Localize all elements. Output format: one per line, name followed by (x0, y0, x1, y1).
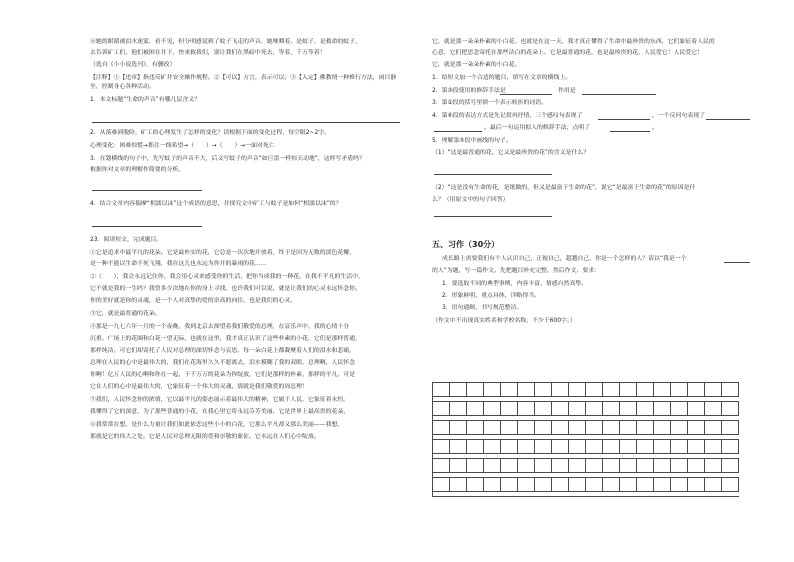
writing-cell[interactable] (620, 383, 637, 397)
writing-cell[interactable] (637, 478, 654, 492)
writing-cell[interactable] (603, 440, 620, 454)
writing-cell[interactable] (620, 421, 637, 435)
writing-cell[interactable] (484, 478, 501, 492)
writing-cell[interactable] (654, 478, 671, 492)
writing-cell[interactable] (603, 459, 620, 473)
writing-cell[interactable] (586, 383, 603, 397)
writing-cell[interactable] (552, 402, 569, 416)
question-4-cont: 。最后一句运用拟人的修辞手法，点明了 (484, 125, 591, 131)
writing-cell[interactable] (433, 478, 450, 492)
passage-line: ①它是追求中最平凡的花朵。它是最朴实的花，它总是一次次地开放着，终于是因为无数的淡色花瓣， (90, 250, 356, 256)
writing-cell[interactable] (535, 440, 552, 454)
writing-cell[interactable] (501, 478, 518, 492)
writing-cell[interactable] (535, 402, 552, 416)
writing-cell[interactable] (518, 459, 535, 473)
question-2: 2．第③段使用的修辞手法是 (432, 88, 506, 94)
writing-cell[interactable] (722, 421, 739, 435)
writing-row-gap (654, 492, 671, 497)
writing-cell[interactable] (450, 421, 467, 435)
section-heading: 五、习作（30分） (432, 240, 500, 249)
writing-cell[interactable] (484, 459, 501, 473)
essay-requirement: 1．要选取不同的典型事例，内容丰富，情感自然真挚。 (442, 281, 588, 287)
writing-cell[interactable] (484, 421, 501, 435)
answer-line[interactable] (434, 216, 552, 217)
writing-cell[interactable] (586, 421, 603, 435)
question-4: 4．第⑥段的表达方式是先记叙再抒情，三个感叹句表现了 (432, 113, 583, 119)
writing-cell[interactable] (671, 421, 688, 435)
writing-cell[interactable] (450, 459, 467, 473)
question-3: 3．第②段的括号里填一个表示转折的词语。 (432, 100, 548, 106)
writing-cell[interactable] (552, 421, 569, 435)
passage-line: 它在人们的心中是最伟大的，它象征着一个伟大的灵魂，那就是我们敬爱的周总理！ (90, 384, 308, 390)
writing-cell[interactable] (705, 383, 722, 397)
question-2-cont: 作用是 (558, 88, 576, 94)
writing-cell[interactable] (654, 459, 671, 473)
writing-cell[interactable] (467, 402, 484, 416)
question-1: 1．本文标题“生命的声音”有哪几层含义？ (90, 97, 200, 103)
writing-cell[interactable] (518, 421, 535, 435)
writing-cell[interactable] (654, 383, 671, 397)
writing-cell[interactable] (603, 478, 620, 492)
writing-cell[interactable] (603, 383, 620, 397)
writing-cell[interactable] (620, 440, 637, 454)
answer-blank[interactable] (500, 94, 552, 95)
writing-cell[interactable] (688, 421, 705, 435)
writing-cell[interactable] (501, 402, 518, 416)
writing-cell[interactable] (603, 402, 620, 416)
writing-cell[interactable] (637, 421, 654, 435)
writing-cell[interactable] (586, 478, 603, 492)
annotation-note: 【注释】①【违章】指违反矿井安全操作规程。②【可以】方言，表示可以；③【入定】佛教谓一种修行方法，闭目静坐，控制身心各种活动。 (90, 75, 397, 90)
writing-row-gap (705, 492, 722, 497)
essay-requirement: 3．语句通顺，书写规范整洁。 (442, 305, 523, 311)
answer-blank[interactable] (706, 119, 750, 120)
writing-row-gap (671, 492, 688, 497)
passage-line: ③它，就是最普通的花朵。 (90, 311, 161, 317)
writing-row-gap (569, 492, 586, 497)
answer-blank[interactable] (610, 131, 650, 132)
passage-line: ⑥我常常在想，是什么力量让我们如此依恋这些小小的白花，它那么平凡却又那么美丽——我想， (90, 422, 344, 428)
question-5-1: （1）“这是最普通的花，它又是最珍贵的花”的含义是什么？ (432, 150, 590, 156)
essay-requirement: 2．形象鲜明，重点具体，详略得当。 (442, 293, 540, 299)
passage-line: ②（ ），我会永远记住你。我会用心灵来感受你的生活，把你当成我的一种花，在我不平凡的生活中， (90, 274, 364, 280)
writing-cell[interactable] (705, 421, 722, 435)
writing-cell[interactable] (535, 478, 552, 492)
writing-cell[interactable] (501, 440, 518, 454)
answer-line[interactable] (434, 174, 552, 175)
writing-cell[interactable] (569, 440, 586, 454)
passage-line: 它，就是那一朵朵朴素的小白花。也就是在这一天，我才真正懂得了生命中最珍贵的东西，它们象征着人民的 (432, 39, 715, 45)
question-1: 1．给短文加一个合适的题目，填写在文章的横线上。 (432, 75, 572, 81)
writing-cell[interactable] (467, 459, 484, 473)
passage-line: 去告诉矿工们，他们被困在井下，快来救我们，别让我们在黑暗中死去，等着，千万等着！ (90, 50, 326, 56)
writing-cell[interactable] (637, 440, 654, 454)
writing-row-gap (433, 492, 450, 497)
writing-cell[interactable] (688, 478, 705, 492)
writing-cell[interactable] (433, 459, 450, 473)
writing-cell[interactable] (552, 478, 569, 492)
passage-line: 那样纯洁，可它们却寄托了人民对总理的深切怀念与哀思。每一朵白花上都凝聚着人们的泪水和悲痛， (90, 348, 356, 354)
writing-cell[interactable] (552, 459, 569, 473)
writing-cell[interactable] (569, 402, 586, 416)
passage-line: 那就是它的伟大之处。它是人民对总理无限的爱和崇敬的象征。它永远在人们心中绽放。 (90, 434, 320, 440)
answer-line[interactable] (92, 226, 202, 227)
writing-row-gap (586, 492, 603, 497)
writing-row-gap (484, 492, 501, 497)
writing-cell[interactable] (586, 459, 603, 473)
question-3: 3．在划横线的句子中，先写蚊子的声音不大，后又写蚊子的声音“如巨雷一样惊天动地”，这样写矛盾吗？ (90, 156, 365, 162)
question-2: 2．从落难到脱险，矿工的心理发生了怎样的变化？请根据下面的变化过程，每空限2~2字。 (90, 130, 331, 136)
writing-cell[interactable] (654, 402, 671, 416)
writing-cell[interactable] (722, 459, 739, 473)
writing-cell[interactable] (671, 478, 688, 492)
writing-cell[interactable] (671, 440, 688, 454)
writing-cell[interactable] (552, 440, 569, 454)
writing-cell[interactable] (671, 459, 688, 473)
writing-cell[interactable] (552, 383, 569, 397)
writing-grid[interactable] (432, 382, 739, 497)
essay-prompt-cont: 的人”为题，写一篇作文。先把题目补充完整，然后作文，要求： (432, 268, 600, 274)
writing-cell[interactable] (705, 478, 722, 492)
writing-cell[interactable] (620, 478, 637, 492)
passage-line: 你的美好就是你的灵魂，是一个人对真挚的爱的崇高的向往，也是我们的心灵。 (90, 298, 297, 304)
writing-cell[interactable] (518, 478, 535, 492)
writing-cell[interactable] (688, 383, 705, 397)
writing-row-gap (637, 492, 654, 497)
writing-cell[interactable] (637, 402, 654, 416)
writing-row-gap (518, 492, 535, 497)
writing-cell[interactable] (705, 440, 722, 454)
writing-cell[interactable] (705, 459, 722, 473)
question-4: 4．结合文章内容揣摩“相濡以沫”这个成语的意思，并探究文中矿工与蚊子是如何“相濡以沫”的？ (90, 201, 342, 207)
writing-cell[interactable] (569, 478, 586, 492)
writing-cell[interactable] (501, 421, 518, 435)
writing-row-gap (722, 492, 739, 497)
writing-cell[interactable] (569, 383, 586, 397)
passage-line: 它不就是我的一生吗？我曾多少次地在你的身上寻找，也许我们可以说，就是让我们的心灵永远怀念你。 (90, 286, 361, 292)
writing-cell[interactable] (569, 421, 586, 435)
writing-cell[interactable] (722, 402, 739, 416)
writing-row-gap (603, 492, 620, 497)
passage-line: 总理在人民的心中是最伟大的，我们在花海里久久不愿离去，泪水模糊了我的双眼，总理啊，人民怀念 (90, 360, 356, 366)
question-3-cont: 根据你对文章的理解作简要的分析。 (90, 167, 185, 173)
writing-cell[interactable] (535, 459, 552, 473)
question-23: 23．阅读短文，完成题目。 (90, 237, 163, 243)
writing-cell[interactable] (484, 440, 501, 454)
writing-row-gap (552, 492, 569, 497)
passage-line: 你啊！亿万人民的心啊和你在一起，于千万万的花朵为你绽放，它们是那样的朴素，那样的平凡，可是 (90, 372, 356, 378)
passage-line: ⑥她的眼睛被泪水迷蒙，看不见，但分明感觉到了蚊子飞走的声音，她哽咽着，是蚊子，是救命的蚊子， (90, 39, 361, 45)
passage-line: ⑤我们，人民怀念你的浓情，它以最平凡的姿态展示着最伟大的精神，它属于人民，它象征着永恒。 (90, 397, 350, 403)
question-4-cont: ，一个反问句表现了 (652, 113, 706, 119)
writing-cell[interactable] (433, 402, 450, 416)
question-2-chain: 心理变化：困难惊慌→抓住一线希望→（ ）→（ ）→一面对死亡 (90, 143, 275, 149)
writing-cell[interactable] (654, 421, 671, 435)
writing-cell[interactable] (433, 421, 450, 435)
writing-cell[interactable] (484, 402, 501, 416)
passage-line: 它，就是那一朵朵朴素的小白花。 (432, 62, 521, 68)
writing-cell[interactable] (688, 459, 705, 473)
writing-cell[interactable] (450, 440, 467, 454)
writing-cell[interactable] (586, 402, 603, 416)
answer-line[interactable] (92, 190, 202, 191)
question-5: 5．理解第⑤段中画线的句子。 (432, 138, 512, 144)
passage-line: 是一种不能以生命不死飞翔，我在这儿也永远为你开的暴雨的花…… (90, 261, 267, 267)
writing-cell[interactable] (433, 440, 450, 454)
writing-row-gap (535, 492, 552, 497)
writing-row-gap (467, 492, 484, 497)
writing-cell[interactable] (722, 478, 739, 492)
passage-line: 心意，它们把思念寄托在那些洁白的花朵上。它是最普通的花，也是最珍贵的花，人民爱它！人民爱它！ (432, 50, 703, 56)
writing-cell[interactable] (569, 459, 586, 473)
writing-cell[interactable] (535, 383, 552, 397)
question-4-end: 。 (652, 125, 658, 131)
passage-line: ④那是一九七六年一月的一个夜晚，我到北京去探望着我们敬爱的总理，在哀乐声中，我的心情十分 (90, 324, 350, 330)
writing-row-gap (501, 492, 518, 497)
answer-line[interactable] (92, 122, 400, 123)
writing-cell[interactable] (620, 459, 637, 473)
writing-cell[interactable] (688, 402, 705, 416)
writing-cell[interactable] (688, 440, 705, 454)
writing-cell[interactable] (467, 440, 484, 454)
writing-cell[interactable] (620, 402, 637, 416)
writing-cell[interactable] (535, 421, 552, 435)
writing-cell[interactable] (518, 402, 535, 416)
writing-cell[interactable] (654, 440, 671, 454)
writing-cell[interactable] (722, 440, 739, 454)
writing-cell[interactable] (501, 459, 518, 473)
writing-cell[interactable] (518, 440, 535, 454)
writing-cell[interactable] (705, 402, 722, 416)
essay-note: （作文中不出现真实姓名和学校名称，不少于600字。） (432, 318, 576, 324)
writing-cell[interactable] (518, 383, 535, 397)
writing-cell[interactable] (467, 478, 484, 492)
writing-cell[interactable] (450, 402, 467, 416)
writing-cell[interactable] (586, 440, 603, 454)
writing-cell[interactable] (450, 383, 467, 397)
writing-cell[interactable] (484, 383, 501, 397)
writing-cell[interactable] (501, 383, 518, 397)
passage-line: 沉重。广场上的花圈和白花一望无际，也就在这里，我才真正认识了这些朴素的小花，它们是那样普通， (90, 336, 361, 342)
writing-row-gap (620, 492, 637, 497)
writing-cell[interactable] (722, 383, 739, 397)
question-5-2: （2）“这是没有生命的花，是纸做的，但又是最富于生命的花”，说它“是最富于生命的花”的原因是什 (432, 185, 696, 191)
answer-blank[interactable] (582, 94, 656, 95)
answer-blank[interactable] (434, 131, 482, 132)
passage-line: 我懂得了它的深意，为了那些普通的小花，在我心里它将永远芬芳美丽，它是世界上最高贵的花朵， (90, 409, 350, 415)
source-note: （选自《小小说选刊》，有删改） (90, 62, 176, 68)
writing-cell[interactable] (467, 421, 484, 435)
writing-cell[interactable] (637, 459, 654, 473)
writing-cell[interactable] (450, 478, 467, 492)
writing-cell[interactable] (467, 383, 484, 397)
question-5-2-cont: 么？（用原文中的句子回答） (432, 197, 509, 203)
writing-cell[interactable] (637, 383, 654, 397)
writing-row-gap (688, 492, 705, 497)
writing-cell[interactable] (671, 402, 688, 416)
writing-cell[interactable] (603, 421, 620, 435)
title-blank[interactable] (724, 262, 750, 263)
writing-row-gap (450, 492, 467, 497)
writing-cell[interactable] (671, 383, 688, 397)
essay-prompt: 成长路上需要我们有个人认识自己，正视自己，超越自己，你是一个怎样的人？请以“我是一个 (442, 256, 687, 262)
writing-cell[interactable] (433, 383, 450, 397)
answer-blank[interactable] (598, 119, 650, 120)
